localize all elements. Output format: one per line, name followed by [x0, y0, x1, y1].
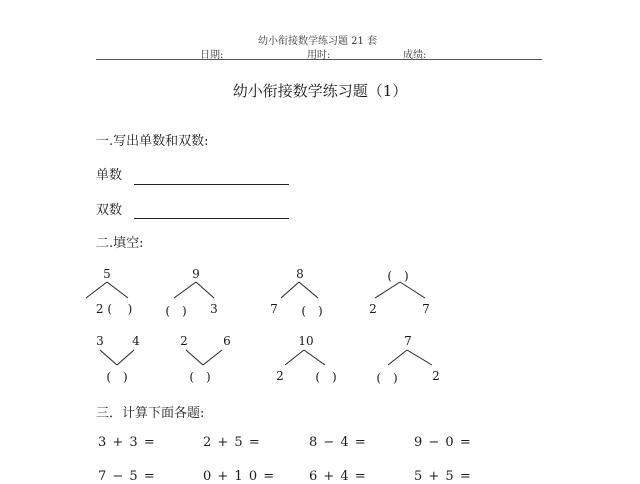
calc-item: 3 + 3 =	[98, 435, 156, 450]
calc-item: 5 + 5 =	[414, 469, 472, 484]
bond-right: 6	[223, 334, 231, 348]
bond-left: 2 (	[95, 302, 113, 316]
bond-line	[407, 350, 432, 365]
bond-line	[174, 282, 196, 298]
odd-label: 单数	[96, 168, 123, 183]
bond-top: 5	[103, 267, 111, 281]
bond-left: 3	[96, 334, 104, 348]
bond-line	[100, 350, 117, 365]
bond-line	[186, 350, 203, 365]
bond-line	[299, 282, 318, 298]
bond-right: 4	[132, 334, 140, 348]
section3-heading: 三．计算下面各题:	[96, 406, 205, 421]
bond-left: 2	[276, 369, 284, 383]
section1-heading: 一.写出单数和双数:	[96, 134, 209, 149]
bond-line	[196, 282, 214, 298]
bond-right: 2	[432, 369, 440, 383]
bond-top: 7	[404, 334, 412, 348]
bond-right[interactable]: ( )	[315, 370, 337, 384]
bond-line	[304, 350, 325, 365]
bond-line	[203, 350, 222, 365]
bond-right: 7	[422, 302, 430, 316]
bond-top: 10	[298, 334, 314, 348]
calc-item: 0 + 1 0 =	[203, 469, 276, 484]
bond-right: 3	[210, 302, 218, 316]
bond-line	[375, 282, 400, 298]
time-label: 用时:	[307, 50, 331, 61]
calc-item: 8 − 4 =	[309, 435, 367, 450]
bond-line	[388, 350, 407, 365]
bond-right[interactable]: ( )	[301, 304, 323, 318]
bond-top: 9	[192, 267, 200, 281]
bond-left[interactable]: ( )	[376, 371, 398, 385]
bond-line	[400, 282, 425, 298]
calc-item: 9 − 0 =	[414, 435, 472, 450]
bond-left[interactable]: ( )	[165, 304, 187, 318]
calc-item: 7 − 5 =	[98, 469, 156, 484]
score-label: 成绩:	[403, 50, 427, 61]
even-label: 双数	[96, 203, 123, 218]
bond-left: 2	[369, 302, 377, 316]
header-title: 幼小衔接数学练习题 21 套	[258, 36, 378, 47]
bond-top: 8	[296, 267, 304, 281]
bond-line	[117, 350, 134, 365]
bond-line	[281, 282, 299, 298]
calc-item: 6 + 4 =	[309, 469, 367, 484]
bond-top[interactable]: ( )	[387, 269, 409, 283]
bond-left: 2	[180, 334, 188, 348]
bond-bottom[interactable]: ( )	[189, 370, 211, 384]
bond-line	[285, 350, 304, 365]
page-title: 幼小衔接数学练习题（1）	[232, 82, 408, 100]
bond-left: 7	[270, 302, 278, 316]
bond-line	[86, 282, 107, 298]
bond-bottom[interactable]: ( )	[106, 370, 128, 384]
bond-right[interactable]: )	[127, 302, 133, 316]
calc-item: 2 + 5 =	[203, 435, 261, 450]
section2-heading: 二.填空:	[96, 236, 144, 251]
bond-line	[107, 282, 128, 298]
date-label: 日期:	[200, 50, 224, 61]
